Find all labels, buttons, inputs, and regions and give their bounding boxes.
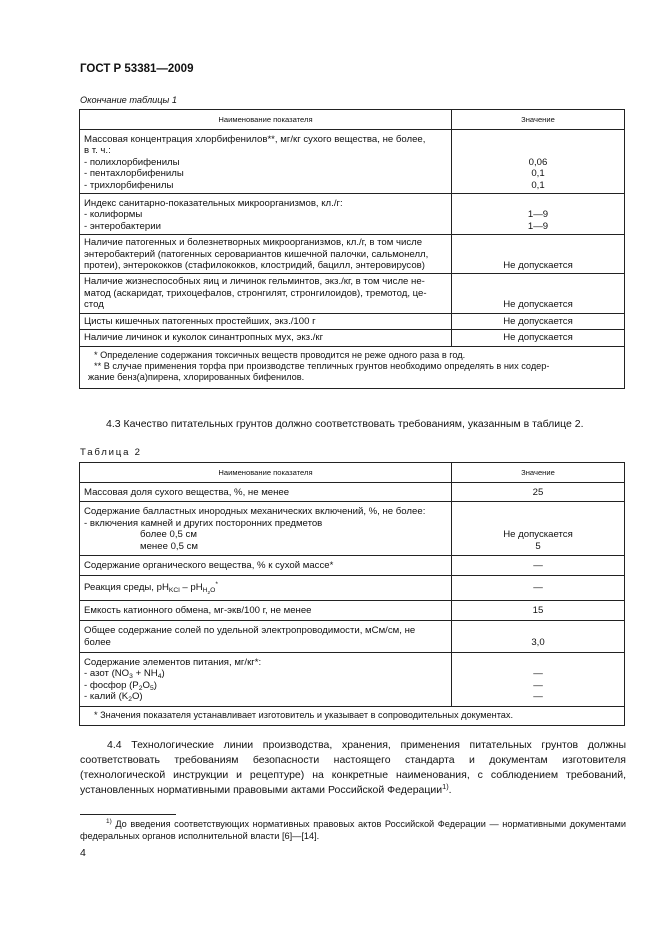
row-name xyxy=(80,130,452,194)
table-row xyxy=(80,483,625,502)
value-text: 5 xyxy=(535,540,541,552)
ph-label: Реакция среды, pH xyxy=(84,582,169,594)
paragraph-4-3: 4.3 Качество питательных грунтов должно соответствовать требованиям, указанным в таблице 2. xyxy=(106,418,584,430)
value-text: Не допускается xyxy=(503,315,573,327)
table-row xyxy=(80,274,625,313)
row-value xyxy=(452,130,625,194)
row-text: - пентахлорбифенилы xyxy=(84,168,184,180)
row-value: 3,0 xyxy=(452,621,625,653)
table1-header-row xyxy=(80,110,625,130)
row-text: Массовая концентрация хлорбифенилов**, мг/кг сухого вещества, не более, xyxy=(84,134,426,145)
table-row xyxy=(80,653,625,707)
ph-sub-2: 2 xyxy=(207,590,211,596)
table1-notes-row xyxy=(80,346,625,388)
row-name xyxy=(80,621,452,653)
row-value: 15 xyxy=(452,600,625,620)
value-text: 0,06 xyxy=(528,156,548,168)
value-text: Не допускается xyxy=(503,529,573,541)
row-name xyxy=(80,502,452,556)
table-row xyxy=(80,130,625,194)
footnote-ref: 1) xyxy=(442,782,449,791)
paragraph-4-4-text: 4.4 Технологические линии производства, хранения, применения питательных грунтов должны соответствовать требованиям безопасности настоящего стандарта и документам изготовителя (технологической инструкции и рецептуре) на конкретные наименования, с соблюдением требований, установленных нормативными правовыми актами Российской Федерации xyxy=(80,739,626,796)
value-text: — xyxy=(533,691,543,703)
row-name xyxy=(80,313,452,329)
phosphorus-text: O xyxy=(142,679,150,691)
table2-col-name: Наименование показателя xyxy=(80,463,452,483)
footnote xyxy=(80,818,626,842)
footnote-separator xyxy=(80,814,176,815)
nitrogen-text: + NH xyxy=(132,668,158,680)
table2-col-value: Значение xyxy=(452,463,625,483)
ph-star: * xyxy=(215,581,218,589)
table2 xyxy=(79,462,625,726)
row-text: - включения камней и других посторонних предметов xyxy=(84,517,323,529)
row-text: стод xyxy=(84,299,104,311)
phosphorus-sub-2: 2 xyxy=(138,684,143,692)
note-text: ** В случае применения торфа при производстве тепличных грунтов необходимо определять в них содер- xyxy=(94,360,550,371)
table2-caption: Таблица 2 xyxy=(80,447,142,458)
row-value: 25 xyxy=(452,483,625,502)
table-row xyxy=(80,313,625,329)
table-row xyxy=(80,556,625,576)
row-name xyxy=(80,235,452,274)
paragraph-4-4: 4.4 Технологические линии производства, хранения, применения питательных грунтов должны соответствовать требованиям безопасности настоящего стандарта и документам изготовителя (технологической инструкции и рецептуре) на конкретные наименования, с соблюдением требований, установленных нормативными правовыми актами Российской Федерации$^{1)}$. xyxy=(80,739,626,796)
value-text: Не допускается xyxy=(503,332,573,344)
row-text: более 0,5 см xyxy=(140,529,197,541)
nutrient-potassium xyxy=(84,691,447,702)
table1 xyxy=(79,109,625,389)
row-text: в т. ч.: xyxy=(84,145,111,157)
value-text: — xyxy=(533,668,543,680)
nitrogen-sub-3: 3 xyxy=(129,673,133,681)
page-number: 4 xyxy=(80,847,86,859)
row-name: Массовая доля сухого вещества, %, не менее xyxy=(80,483,452,502)
row-text: Общее содержание солей по удельной электропроводимости, мСм/см, не xyxy=(84,625,416,637)
row-name xyxy=(80,330,452,346)
note-text: жание бенз(а)пирена, хлорированных бифенилов. xyxy=(88,372,305,383)
table-row xyxy=(80,600,625,620)
row-name xyxy=(80,653,452,707)
value-text: — xyxy=(533,679,543,691)
row-value xyxy=(452,502,625,556)
row-text: - энтеробактерии xyxy=(84,220,161,232)
potassium-text: O) xyxy=(131,691,143,703)
potassium-sub-2: 2 xyxy=(128,696,132,704)
row-value: — xyxy=(452,576,625,600)
row-value xyxy=(452,235,625,274)
table-row xyxy=(80,194,625,235)
row-text: Содержание балластных инородных механических включений, %, не более: xyxy=(84,506,426,518)
table2-notes-row xyxy=(80,706,625,725)
row-text: матод (аскаридат, трихоцефалов, стронгилят, стронгилоидов), тремотод, це- xyxy=(84,287,427,299)
row-name: Содержание органического вещества, % к сухой массе* xyxy=(80,556,452,576)
nutrient-phosphorus xyxy=(84,680,447,691)
table-row xyxy=(80,330,625,346)
ph-minus: – pH xyxy=(179,582,203,594)
row-text: Индекс санитарно-показательных микроорганизмов, кл./г: xyxy=(84,198,343,210)
row-value xyxy=(452,313,625,329)
ph-sub-h: H xyxy=(202,587,208,595)
row-value xyxy=(452,274,625,313)
row-text: - колиформы xyxy=(84,209,143,221)
value-text: Не допускается xyxy=(503,299,573,311)
table-row xyxy=(80,502,625,556)
row-text: более xyxy=(84,636,111,648)
row-text: Наличие жизнеспособных яиц и личинок гельминтов, экз./кг, в том числе не- xyxy=(84,276,425,288)
phosphorus-text: ) xyxy=(153,679,157,691)
row-name: Емкость катионного обмена, мг-экв/100 г, не менее xyxy=(80,600,452,620)
table-row xyxy=(80,576,625,600)
phosphorus-sub-5: 5 xyxy=(149,684,154,692)
row-name xyxy=(80,274,452,313)
row-name xyxy=(80,194,452,235)
table2-header-row xyxy=(80,463,625,483)
nutrient-nitrogen xyxy=(84,668,447,679)
footnote-text: До введения соответствующих нормативных правовых актов Российской Федерации — нормативными документами федеральных органов исполнительной власти [6]—[14]. xyxy=(80,819,626,841)
table2-note: * Значения показателя устанавливает изготовитель и указывает в сопроводительных документах. xyxy=(80,706,625,725)
row-text: менее 0,5 см xyxy=(140,540,198,552)
row-text: Цисты кишечных патогенных простейших, экз./100 г xyxy=(84,315,316,327)
value-text: 0,1 xyxy=(531,179,545,191)
table1-col-value: Значение xyxy=(452,110,625,130)
note-text: * Определение содержания токсичных веществ проводится не реже одного раза в год. xyxy=(94,349,466,360)
doc-code-header: ГОСТ Р 53381—2009 xyxy=(80,63,194,75)
value-text: Не допускается xyxy=(503,260,573,272)
value-text: 0,1 xyxy=(531,168,545,180)
row-text: - полихлорбифенилы xyxy=(84,156,180,168)
row-text: протеи), энтерококков (стафилококков, клостридий, бацилл, энтеровирусов) xyxy=(84,260,425,272)
row-text: энтеробактерий (патогенных серовариантов кишечной палочки, сальмонелл, xyxy=(84,248,429,260)
nitrogen-sub-4: 4 xyxy=(157,673,162,681)
ph-sub-kcl: KCl xyxy=(168,587,180,595)
potassium-text: - калий (K xyxy=(84,691,129,703)
value-text: 1—9 xyxy=(527,220,549,232)
table1-caption: Окончание таблицы 1 xyxy=(80,95,177,105)
row-value xyxy=(452,330,625,346)
table1-notes xyxy=(80,346,625,388)
nitrogen-text: - азот (NO xyxy=(84,668,130,680)
row-text: Наличие личинок и куколок синантропных мух, экз./кг xyxy=(84,332,324,344)
row-text: Содержание элементов питания, мг/кг*: xyxy=(84,657,262,669)
ph-sub-h2o xyxy=(203,587,216,594)
row-value xyxy=(452,653,625,707)
nitrogen-text: ) xyxy=(161,668,165,680)
footnote-mark: 1) xyxy=(106,818,112,825)
ph-sub-o: O xyxy=(210,587,216,595)
value-text: 1—9 xyxy=(527,209,549,221)
row-name xyxy=(80,576,452,600)
table-row xyxy=(80,235,625,274)
row-value: — xyxy=(452,556,625,576)
row-value xyxy=(452,194,625,235)
row-text: - трихлорбифенилы xyxy=(84,179,174,191)
phosphorus-text: - фосфор (P xyxy=(84,679,139,691)
table1-col-name: Наименование показателя xyxy=(80,110,452,130)
row-text: Наличие патогенных и болезнетворных микроорганизмов, кл./г, в том числе xyxy=(84,237,423,249)
table-row xyxy=(80,621,625,653)
